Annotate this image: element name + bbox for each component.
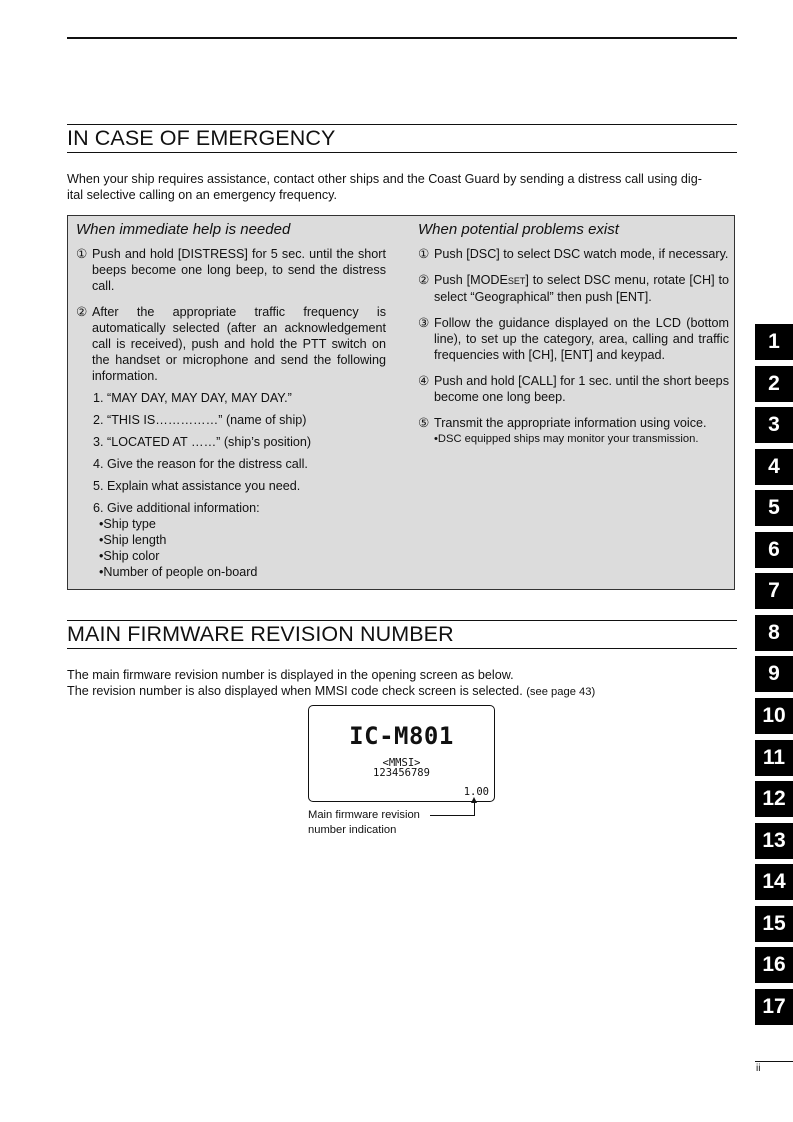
intro-line: ital selective calling on an emergency frequency. (67, 188, 337, 202)
right-step (418, 246, 729, 262)
right-heading: When potential problems exist (418, 221, 619, 238)
lcd-caption (308, 808, 420, 838)
emergency-box (67, 215, 735, 590)
footer-rule (755, 1061, 793, 1062)
right-step (418, 373, 729, 405)
bullet-item: •Ship length (99, 533, 167, 547)
section-title-firmware: MAIN FIRMWARE REVISION NUMBER (67, 622, 454, 646)
chapter-tab[interactable]: 14 (755, 864, 793, 900)
bullet-item: •Number of people on-board (99, 565, 258, 579)
chapter-tab[interactable]: 16 (755, 947, 793, 983)
sub-item: 5. Explain what assistance you need. (93, 479, 301, 493)
step-number: ⑤ (418, 416, 430, 430)
leader-arrow-icon (471, 797, 477, 803)
step-number: ② (418, 273, 430, 287)
step-text: Push and hold [DISTRESS] for 5 sec. until the short beeps become one long beep, to send the distress call. (92, 247, 386, 293)
chapter-tab[interactable]: 15 (755, 906, 793, 942)
section-title-emergency: IN CASE OF EMERGENCY (67, 126, 336, 150)
chapter-tab[interactable]: 5 (755, 490, 793, 526)
chapter-tab[interactable]: 10 (755, 698, 793, 734)
intro-line: When your ship requires assistance, contact other ships and the Coast Guard by sending a distress call using dig- (67, 172, 702, 186)
bullet-item: •Ship type (99, 517, 156, 531)
chapter-tab[interactable]: 13 (755, 823, 793, 859)
left-column (76, 221, 386, 580)
firmware-text (67, 667, 737, 700)
chapter-tab[interactable]: 7 (755, 573, 793, 609)
left-heading: When immediate help is needed (76, 221, 291, 238)
firmware-line (67, 683, 737, 700)
left-step (76, 246, 386, 294)
chapter-tab[interactable]: 12 (755, 781, 793, 817)
chapter-tab[interactable]: 2 (755, 366, 793, 402)
step-text: Push [DSC] to select DSC watch mode, if necessary. (434, 247, 729, 261)
caption-line: Main firmware revision (308, 809, 420, 821)
step-text: Push [MODE (434, 273, 508, 287)
page-reference: (see page 43) (526, 686, 596, 698)
right-step (418, 415, 729, 447)
firmware-line: The main firmware revision number is displayed in the opening screen as below. (67, 668, 514, 682)
lcd-display (308, 705, 495, 802)
step-text: Transmit the appropriate information using voice. (434, 416, 707, 430)
section-rule (67, 124, 737, 125)
lcd-mmsi-label: <MMSI> (382, 757, 421, 769)
header-rule (67, 37, 737, 39)
step-number: ③ (418, 316, 430, 330)
chapter-tab[interactable]: 4 (755, 449, 793, 485)
step-text: Push and hold [CALL] for 1 sec. until the short beeps become one long beep. (434, 374, 729, 404)
sub-item: 6. Give additional information: (93, 501, 260, 515)
sub-item: 1. “MAY DAY, MAY DAY, MAY DAY.” (93, 391, 292, 405)
chapter-tab[interactable]: 1 (755, 324, 793, 360)
step-number: ① (418, 247, 430, 261)
step-text: Follow the guidance displayed on the LCD (bottom line), to set up the category, area, calling and traffic frequencies with [CH], [ENT] and keypad. (434, 316, 729, 362)
sub-item: 3. “LOCATED AT ……” (ship’s position) (93, 435, 312, 449)
chapter-tab[interactable]: 6 (755, 532, 793, 568)
step-number: ④ (418, 374, 430, 388)
step-number: ② (76, 305, 88, 319)
chapter-tab[interactable]: 17 (755, 989, 793, 1025)
step-text-small: SET (507, 276, 526, 286)
section-rule (67, 152, 737, 153)
lcd-model: IC-M801 (349, 722, 454, 750)
right-column (418, 221, 729, 447)
firmware-line-text: The revision number is also displayed when MMSI code check screen is selected. (67, 684, 523, 698)
chapter-tab[interactable]: 8 (755, 615, 793, 651)
page-number: ii (756, 1063, 761, 1074)
leader-line-horizontal (430, 815, 475, 816)
left-step (76, 304, 386, 384)
chapter-tab[interactable]: 9 (755, 656, 793, 692)
chapter-tab[interactable]: 3 (755, 407, 793, 443)
lcd-mmsi-value: 123456789 (373, 767, 430, 779)
step-text: After the appropriate traffic frequency is automatically selected (after an acknowledgement call is received), push and hold the PTT switch on the handset or microphone and send the following information. (92, 305, 386, 383)
section-rule (67, 648, 737, 649)
step-note: •DSC equipped ships may monitor your transmission. (434, 433, 699, 445)
emergency-intro (67, 171, 737, 203)
step-text: ] to select DSC menu, rotate [CH] to select “Geographical” then push [ENT]. (434, 273, 729, 304)
sub-item: 4. Give the reason for the distress call. (93, 457, 308, 471)
sub-item: 2. “THIS IS……………” (name of ship) (93, 413, 307, 427)
chapter-tab[interactable]: 11 (755, 740, 793, 776)
right-step (418, 315, 729, 363)
section-rule (67, 620, 737, 621)
lcd-version: 1.00 (463, 786, 489, 798)
bullet-item: •Ship color (99, 549, 160, 563)
caption-line: number indication (308, 824, 397, 836)
step-number: ① (76, 247, 88, 261)
right-step (418, 272, 729, 305)
